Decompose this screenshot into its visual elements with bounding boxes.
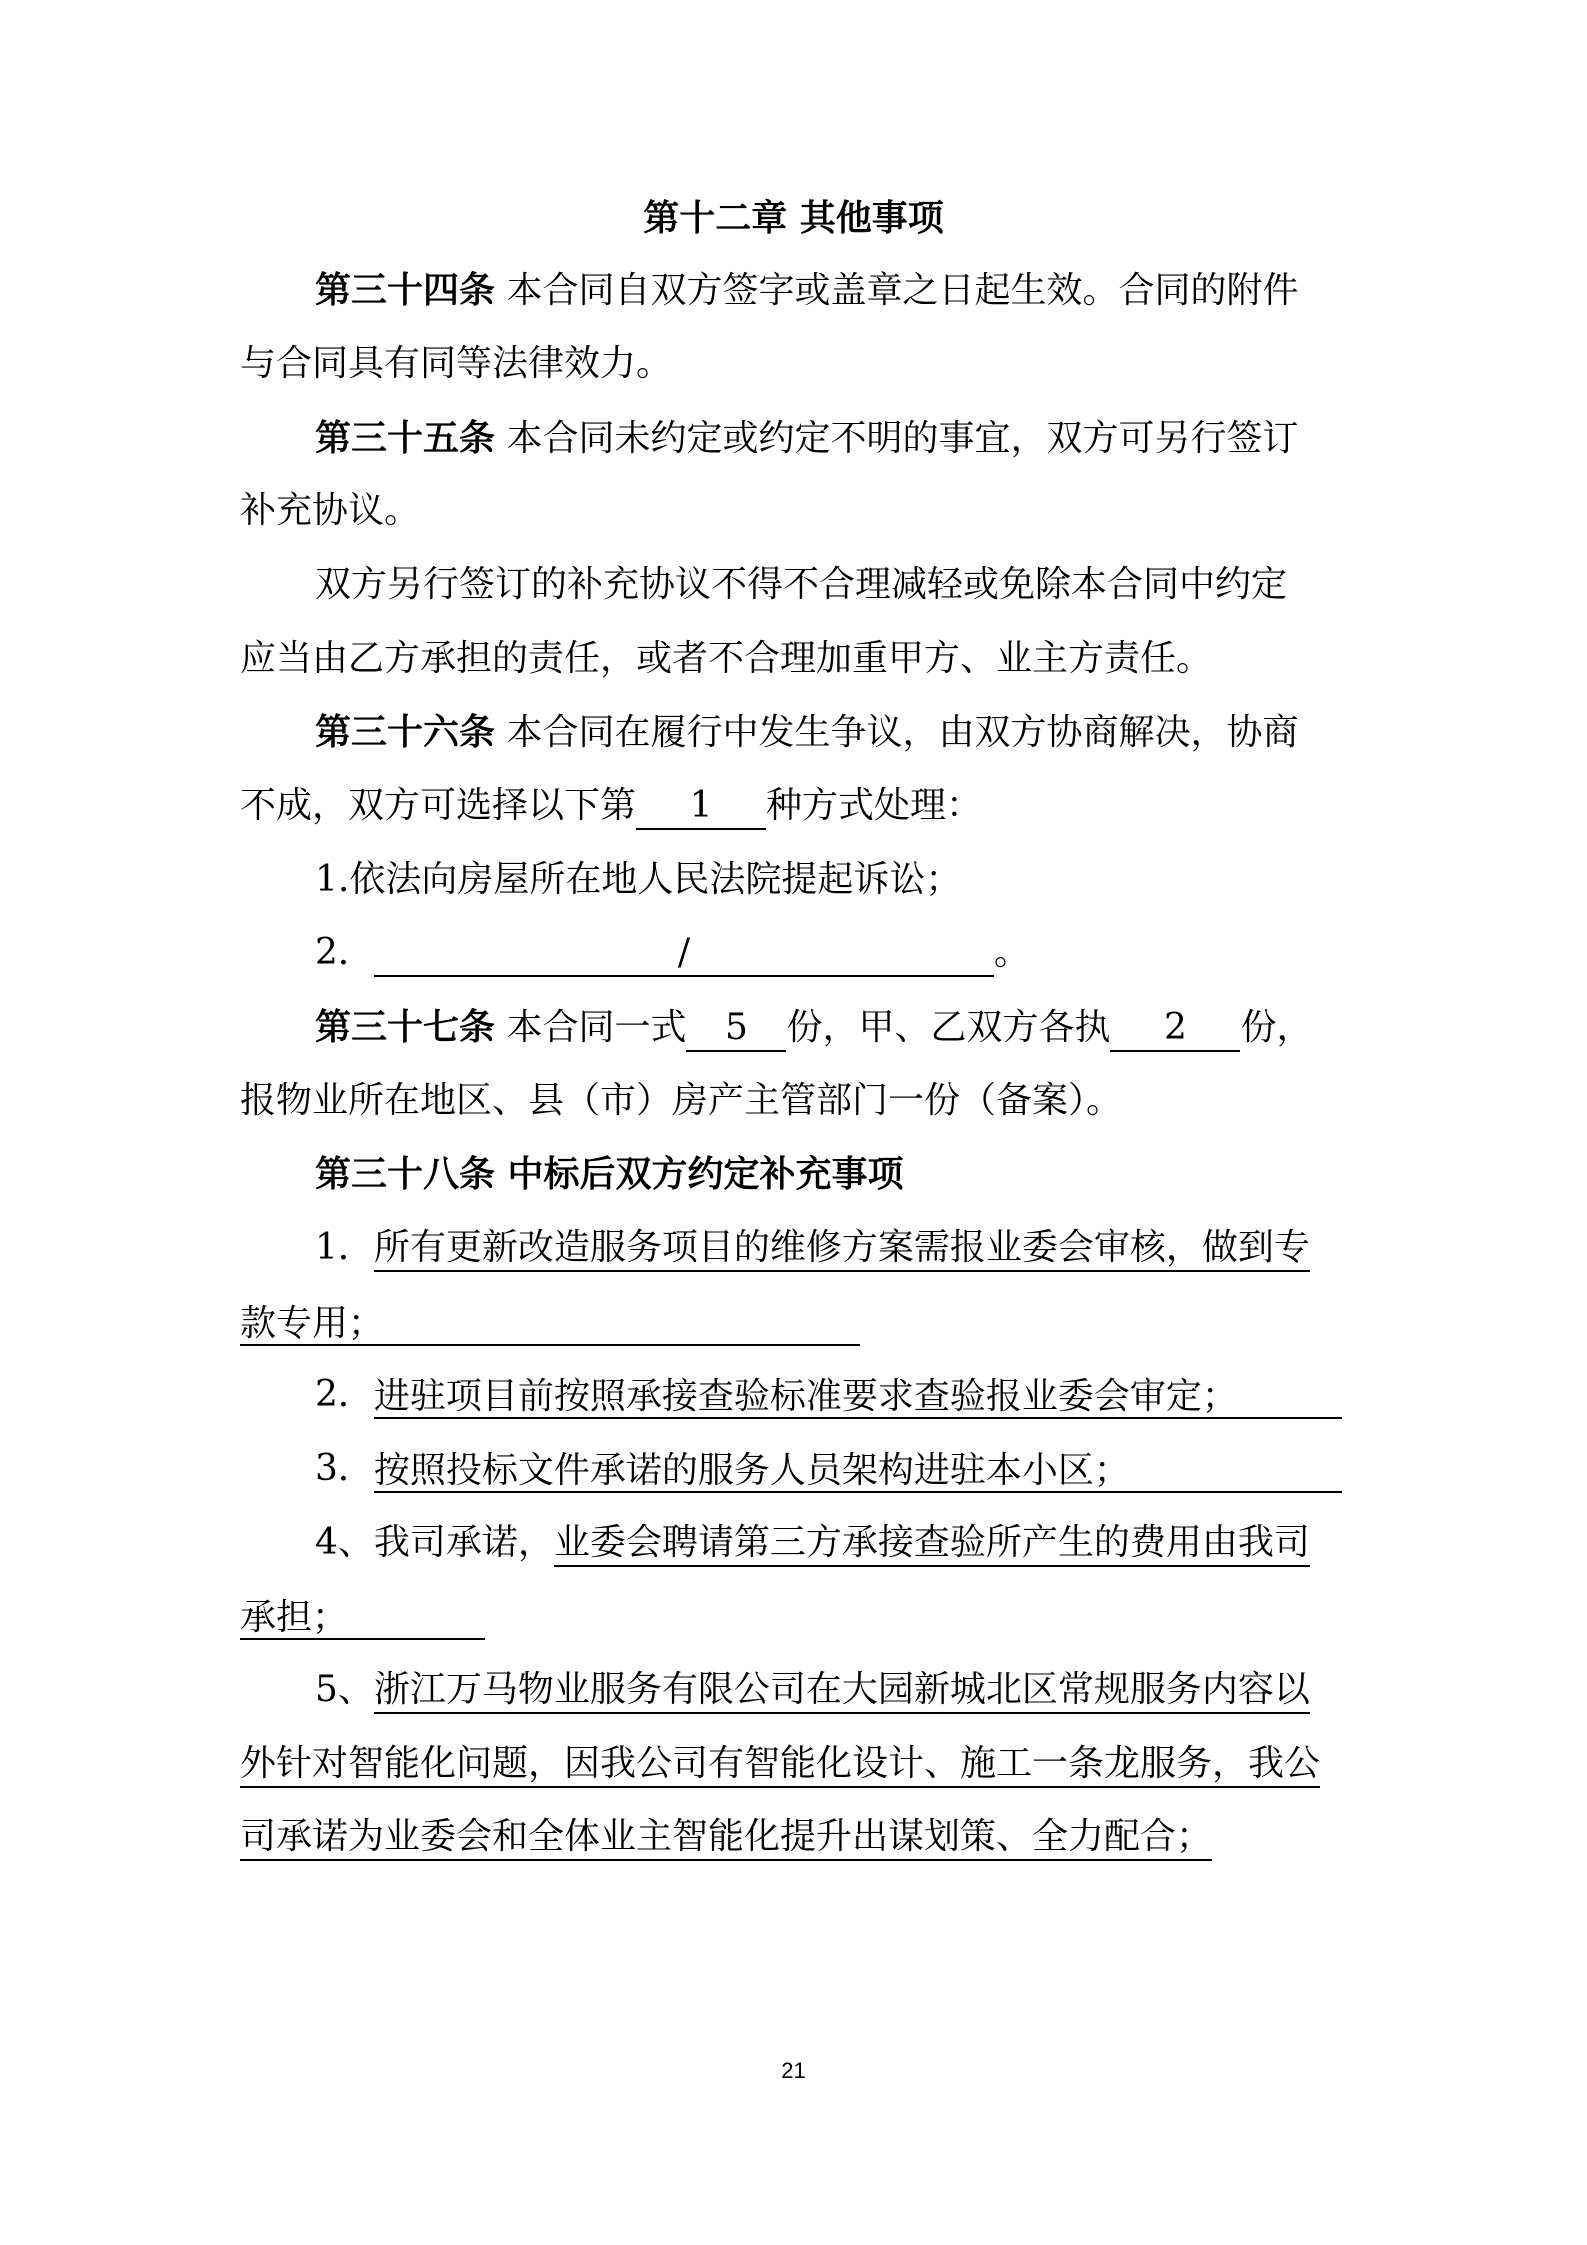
article-38-item-5-line-1 [315,1666,1355,1714]
article-38-item-4-line-2 [240,1592,1355,1640]
article-36-line-2 [240,782,1355,830]
article-36-label: 第三十六条 [315,711,496,753]
article-38-item-3 [315,1445,1355,1493]
item-2-text [374,1373,1342,1419]
item-1-text-2 [240,1300,860,1346]
article-35-para2-line-1: 双方另行签订的补充协议不得不合理减轻或免除本合同中约定 [315,564,1288,605]
copies-total: 5 [686,1006,786,1052]
chapter-title: 第十二章 其他事项 [643,197,944,239]
item-5-text-3: 司承诺为业委会和全体业主智能化提升出谋划策、全力配合； [240,1815,1212,1861]
item-1-text-1: 所有更新改造服务项目的维修方案需报业委会审核，做到专 [374,1226,1310,1272]
article-37-line-1 [315,1003,1355,1052]
article-36-line-1 [315,708,1355,757]
item-2-text-content: 进驻项目前按照承接查验标准要求查验报业委会审定； [373,1376,1238,1417]
article-36-option-2 [315,929,1355,977]
article-36-text-1: 本合同在履行中发生争议，由双方协商解决，协商 [495,712,1299,753]
article-38-item-2 [315,1371,1355,1419]
article-34-text-1: 本合同自双方签字或盖章之日起生效。合同的附件 [495,270,1299,311]
item-5-text-1: 浙江万马物业服务有限公司在大园新城北区常规服务内容以 [374,1668,1310,1714]
article-37-label: 第三十七条 [315,1006,496,1048]
article-34-label: 第三十四条 [315,269,496,311]
article-38-item-5-line-2 [240,1740,1355,1788]
article-36-option-2-blank: / [374,931,994,977]
item-1-text-2-content: 款专用； [240,1303,385,1344]
item-3-text [374,1447,1342,1493]
article-37-text-c: 份， [1240,1007,1313,1048]
article-38-item-1-line-2 [240,1298,1355,1346]
article-35-line-1 [315,414,1355,463]
article-36-text-2b: 种方式处理： [766,785,983,826]
article-37-line-2: 报物业所在地区、县（市）房产主管部门一份（备案）。 [240,1080,1123,1121]
article-35-para2-line-2: 应当由乙方承担的责任，或者不合理加重甲方、业主方责任。 [240,638,1213,679]
item-3-prefix: 3． [315,1448,374,1489]
article-34-line-1 [315,266,1355,315]
item-4-text-2-content: 承担； [240,1597,349,1638]
item-3-text-content: 按照投标文件承诺的服务人员架构进驻本小区； [373,1450,1130,1491]
article-36-option-2-suffix: 。 [993,932,1030,973]
item-5-text-2: 外针对智能化问题，因我公司有智能化设计、施工一条龙服务，我公 [240,1742,1320,1788]
item-1-prefix: 1． [315,1227,374,1268]
article-36-text-2a: 不成，双方可选择以下第 [240,785,637,826]
item-4-text-1: 业委会聘请第三方承接查验所产生的费用由我司 [554,1521,1310,1567]
copies-each: 2 [1110,1006,1240,1052]
article-38-heading: 第三十八条 中标后双方约定补充事项 [315,1153,904,1195]
item-4-prefix: 4、我司承诺， [315,1522,554,1563]
item-4-text-2 [240,1594,485,1640]
article-35-line-2: 补充协议。 [240,490,421,531]
page-number: 21 [781,2058,806,2083]
item-2-prefix: 2． [315,1374,374,1415]
article-35-text-1: 本合同未约定或约定不明的事宜，双方可另行签订 [495,418,1299,459]
article-37-text-b: 份，甲、乙双方各执 [786,1007,1111,1048]
dispute-method-choice: 1 [636,784,766,830]
article-38-item-5-line-3 [240,1813,1355,1861]
article-34-line-2: 与合同具有同等法律效力。 [240,343,673,384]
article-36-option-1: 1.依法向房屋所在地人民法院提起诉讼； [315,859,962,900]
article-36-option-2-prefix: 2． [315,932,374,973]
article-38-item-4-line-1 [315,1519,1355,1567]
article-38-item-1-line-1 [315,1224,1355,1272]
item-5-prefix: 5、 [315,1669,374,1710]
article-35-label: 第三十五条 [315,417,496,459]
article-37-text-a: 本合同一式 [495,1007,687,1048]
